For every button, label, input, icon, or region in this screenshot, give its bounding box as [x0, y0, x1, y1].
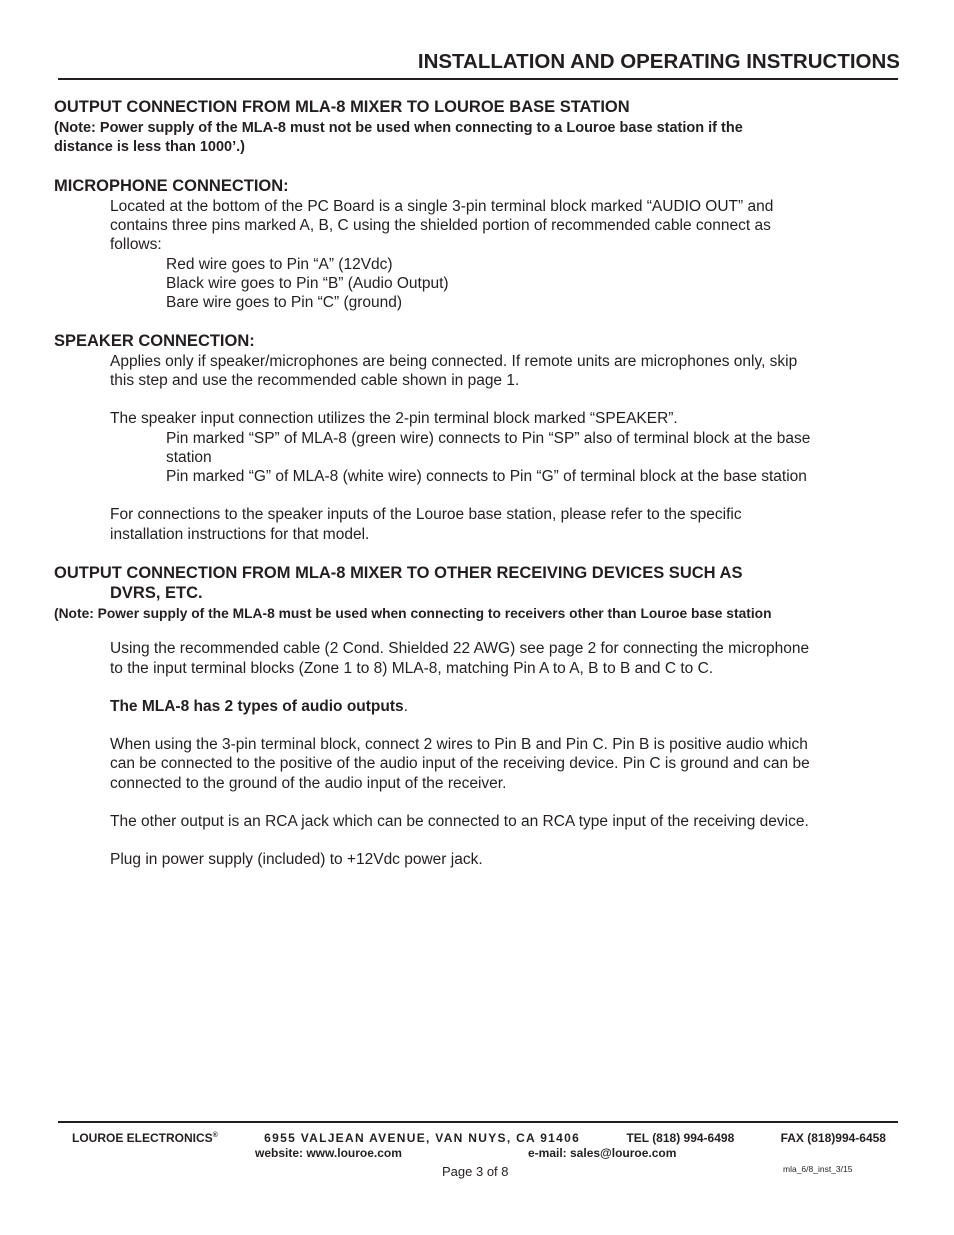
speaker-heading: SPEAKER CONNECTION:: [54, 332, 255, 350]
speaker-para3-line2: installation instructions for that model.: [110, 526, 370, 543]
wire-item-red: Red wire goes to Pin “A” (12Vdc): [166, 256, 393, 273]
document-code: mla_6/8_inst_3/15: [783, 1164, 853, 1174]
audio-outputs-statement: [110, 697, 408, 716]
microphone-para-line1: Located at the bottom of the PC Board is a single 3-pin terminal block marked “AUDIO OUT” and: [110, 198, 774, 215]
audio-outputs-period: .: [403, 698, 408, 715]
microphone-para-line2: contains three pins marked A, B, C using the shielded portion of recommended cable connect as: [110, 217, 771, 234]
section2-para2-line2: can be connected to the positive of the audio input of the receiving device. Pin C is ground and can be: [110, 755, 810, 772]
footer-company: LOUROE ELECTRONICS®: [72, 1131, 218, 1145]
section2-para4: Plug in power supply (included) to +12Vdc power jack.: [110, 851, 483, 868]
footer-email: e-mail: sales@louroe.com: [528, 1146, 677, 1160]
section1-note-line1: (Note: Power supply of the MLA-8 must not be used when connecting to a Louroe base station if the: [54, 120, 743, 136]
section2-note: (Note: Power supply of the MLA-8 must be used when connecting to receivers other than Louroe base station: [54, 606, 772, 621]
speaker-para3-line1: For connections to the speaker inputs of the Louroe base station, please refer to the specific: [110, 506, 742, 523]
microphone-heading: MICROPHONE CONNECTION:: [54, 177, 289, 195]
pin-sp-line2: station: [166, 449, 212, 466]
section2-heading-line1: OUTPUT CONNECTION FROM MLA-8 MIXER TO OTHER RECEIVING DEVICES SUCH AS: [54, 564, 743, 582]
section2-para3: The other output is an RCA jack which can be connected to an RCA type input of the receiving device.: [110, 813, 809, 830]
section1-note-line2: distance is less than 1000’.): [54, 139, 246, 155]
section2-para2-line1: When using the 3-pin terminal block, connect 2 wires to Pin B and Pin C. Pin B is positive audio which: [110, 736, 808, 753]
section1-heading: OUTPUT CONNECTION FROM MLA-8 MIXER TO LOUROE BASE STATION: [54, 98, 630, 116]
section2-para1-line1: Using the recommended cable (2 Cond. Shielded 22 AWG) see page 2 for connecting the microphone: [110, 640, 810, 657]
section2-para1-line2: to the input terminal blocks (Zone 1 to 8) MLA-8, matching Pin A to A, B to B and C to C.: [110, 660, 714, 677]
footer-fax: FAX (818)994-6458: [780, 1131, 886, 1145]
footer-website: website: www.louroe.com: [255, 1146, 402, 1160]
page-title: INSTALLATION AND OPERATING INSTRUCTIONS: [417, 50, 900, 73]
page-number: Page 3 of 8: [442, 1164, 509, 1179]
footer-address: 6955 VALJEAN AVENUE, VAN NUYS, CA 91406: [264, 1131, 581, 1145]
wire-item-black: Black wire goes to Pin “B” (Audio Output): [166, 275, 449, 292]
wire-item-bare: Bare wire goes to Pin “C” (ground): [166, 294, 403, 311]
section2-heading-line2: DVRS, ETC.: [110, 584, 203, 602]
speaker-para1-line2: this step and use the recommended cable shown in page 1.: [110, 372, 520, 389]
footer-rule: [58, 1121, 898, 1123]
header-rule: [58, 78, 898, 80]
pin-sp-line1: Pin marked “SP” of MLA-8 (green wire) connects to Pin “SP” also of terminal block at the base: [166, 430, 811, 447]
section2-para2-line3: connected to the ground of the audio input of the receiver.: [110, 775, 507, 792]
microphone-para-line3: follows:: [110, 236, 162, 253]
footer-tel: TEL (818) 994-6498: [626, 1131, 735, 1145]
speaker-para1-line1: Applies only if speaker/microphones are being connected. If remote units are microphones only, skip: [110, 353, 798, 370]
footer-contact-line: [72, 1131, 886, 1145]
speaker-para2: The speaker input connection utilizes the 2-pin terminal block marked “SPEAKER”.: [110, 410, 678, 427]
pin-g: Pin marked “G” of MLA-8 (white wire) connects to Pin “G” of terminal block at the base station: [166, 468, 807, 485]
audio-outputs-bold: The MLA-8 has 2 types of audio outputs: [110, 698, 404, 715]
